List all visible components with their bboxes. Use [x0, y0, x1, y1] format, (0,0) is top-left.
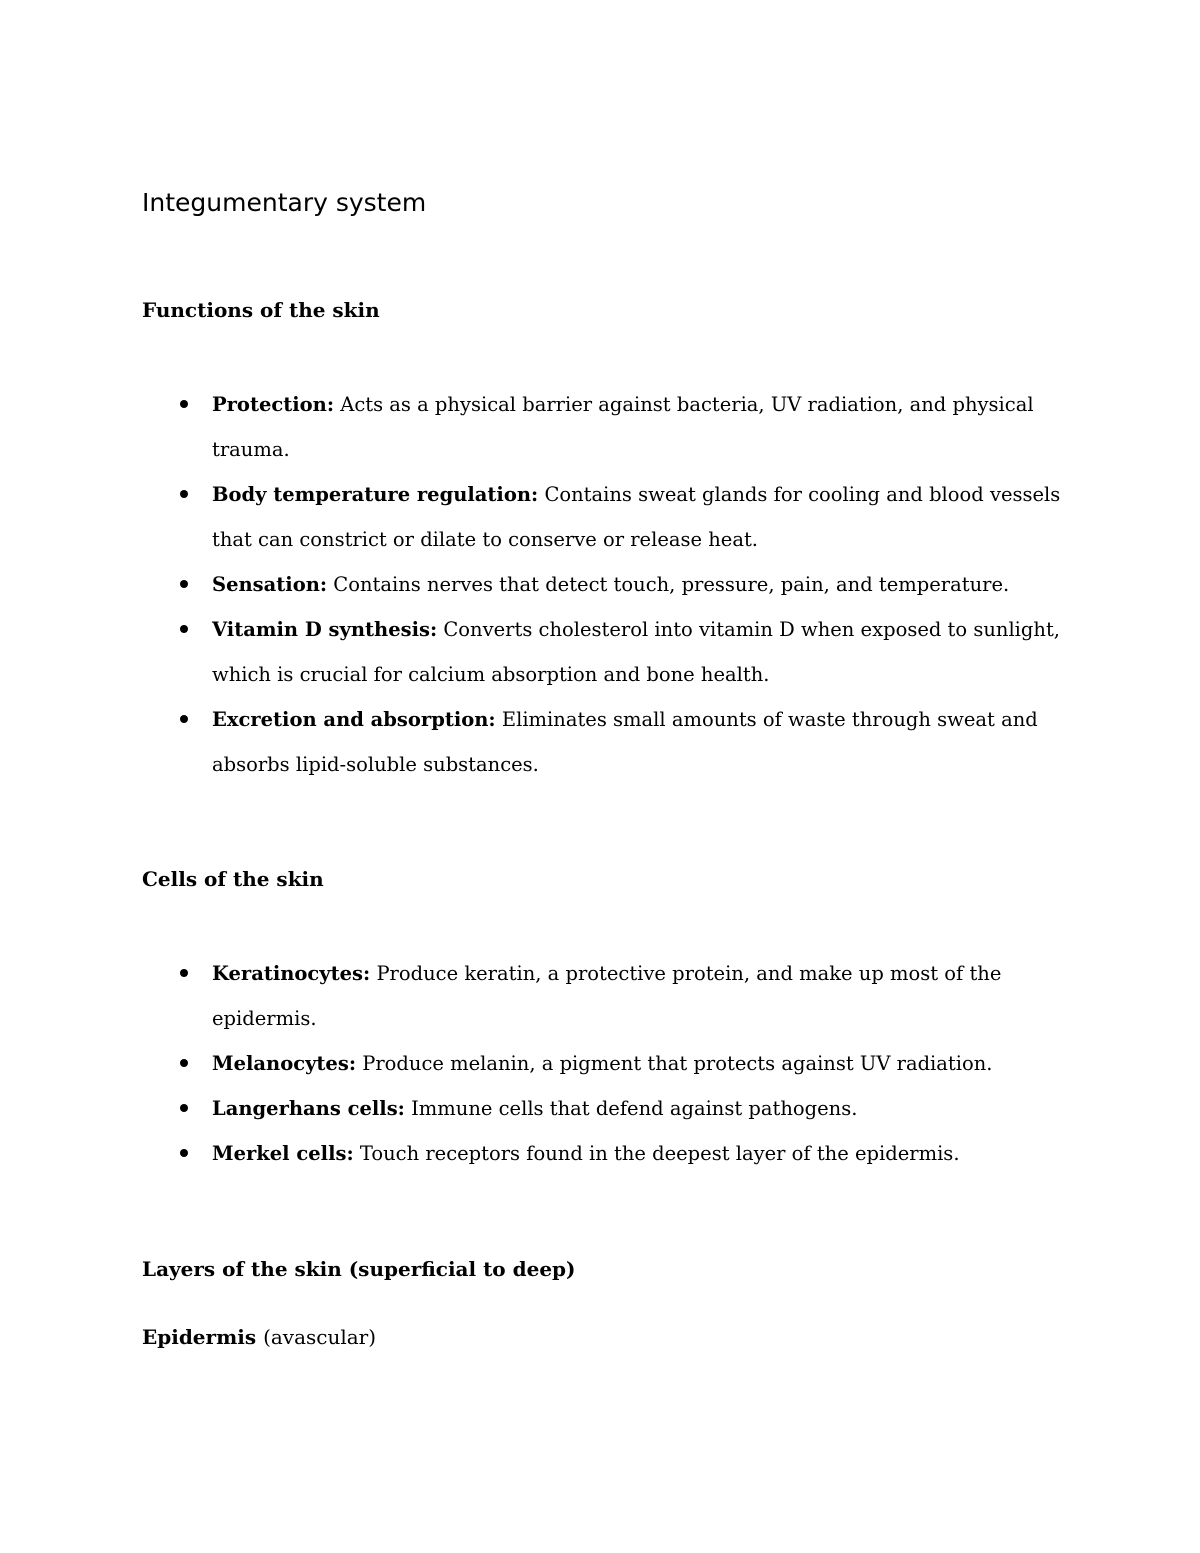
section-heading-cells: Cells of the skin	[142, 867, 324, 891]
list-item	[0, 1041, 1072, 1086]
section-heading-layers: Layers of the skin (superficial to deep)	[142, 1257, 576, 1281]
bullet-icon	[180, 715, 188, 723]
item-text: Acts as a physical barrier against bacteria, UV radiation, and physical trauma.	[212, 393, 1034, 461]
item-term: Vitamin D synthesis:	[212, 618, 438, 641]
item-text: Eliminates small amounts of waste through sweat and absorbs lipid-soluble substances.	[212, 708, 1038, 776]
item-text: Produce keratin, a protective protein, and make up most of the epidermis.	[212, 962, 1002, 1030]
list-item	[0, 1131, 1072, 1176]
bullet-icon	[180, 490, 188, 498]
item-term: Sensation:	[212, 573, 328, 596]
item-text: Contains nerves that detect touch, pressure, pain, and temperature.	[333, 573, 1010, 596]
item-text: Touch receptors found in the deepest layer of the epidermis.	[359, 1142, 960, 1165]
bullet-icon	[180, 400, 188, 408]
list-item	[0, 697, 1072, 787]
bullet-icon	[180, 969, 188, 977]
item-term: Melanocytes:	[212, 1052, 357, 1075]
bullet-icon	[180, 1149, 188, 1157]
functions-list	[0, 382, 1072, 787]
list-item	[0, 472, 1072, 562]
item-term: Excretion and absorption:	[212, 708, 496, 731]
bullet-icon	[180, 1059, 188, 1067]
item-term: Body temperature regulation:	[212, 483, 539, 506]
bullet-icon	[180, 625, 188, 633]
section-heading-functions: Functions of the skin	[142, 298, 380, 322]
list-item	[0, 951, 1072, 1041]
document-title: Integumentary system	[142, 188, 427, 217]
subheading-note: (avascular)	[263, 1325, 377, 1349]
list-item	[0, 1086, 1072, 1131]
item-term: Langerhans cells:	[212, 1097, 405, 1120]
item-term: Merkel cells:	[212, 1142, 354, 1165]
item-term: Protection:	[212, 393, 335, 416]
item-text: Immune cells that defend against pathogens.	[411, 1097, 858, 1120]
subheading-epidermis	[142, 1325, 376, 1349]
item-text: Contains sweat glands for cooling and blood vessels that can constrict or dilate to conserve or release heat.	[212, 483, 1061, 551]
subheading-strong: Epidermis	[142, 1325, 257, 1349]
cells-list	[0, 951, 1072, 1176]
item-term: Keratinocytes:	[212, 962, 371, 985]
item-text: Produce melanin, a pigment that protects against UV radiation.	[362, 1052, 993, 1075]
item-text: Converts cholesterol into vitamin D when exposed to sunlight, which is crucial for calcium absorption and bone health.	[212, 618, 1060, 686]
list-item	[0, 607, 1072, 697]
list-item	[0, 382, 1072, 472]
list-item	[0, 562, 1072, 607]
bullet-icon	[180, 580, 188, 588]
bullet-icon	[180, 1104, 188, 1112]
